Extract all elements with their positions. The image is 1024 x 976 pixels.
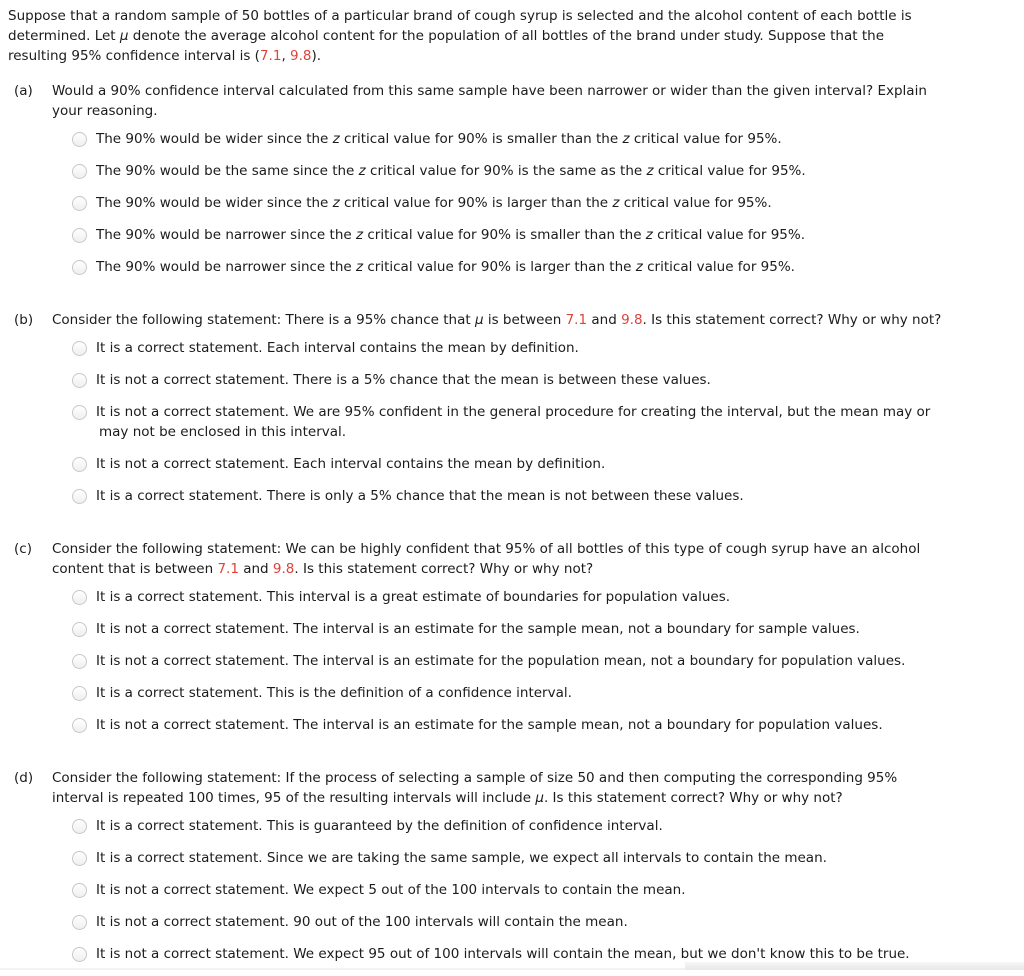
- radio-button-icon[interactable]: [72, 405, 87, 420]
- text-segment: Suppose that a random sample of 50 bottles of a particular brand of cough syrup is selected and the alcohol content of each bottle is: [8, 8, 912, 24]
- options-group: [72, 816, 1024, 964]
- option-text: [96, 944, 1024, 964]
- question-b: [8, 310, 1024, 518]
- text-segment: critical value for 95%.: [629, 131, 782, 147]
- text-segment: is between: [483, 312, 566, 328]
- question-content: [52, 81, 1024, 289]
- math-symbol: z: [355, 259, 364, 275]
- text-line: [96, 486, 1024, 506]
- radio-button-icon[interactable]: [72, 260, 87, 275]
- text-segment: Consider the following statement: There is a 95% chance that: [52, 312, 475, 328]
- radio-button-icon[interactable]: [72, 686, 87, 701]
- answer-option-d-3[interactable]: [72, 880, 1024, 900]
- question-content: [52, 539, 1024, 747]
- text-line: [52, 559, 1024, 579]
- radio-button-icon[interactable]: [72, 164, 87, 179]
- text-segment: It is a correct statement. Each interval contains the mean by definition.: [96, 340, 579, 356]
- radio-button-icon[interactable]: [72, 718, 87, 733]
- options-group: [72, 338, 1024, 506]
- text-segment: The 90% would be narrower since the: [96, 227, 356, 243]
- radio-button-icon[interactable]: [72, 654, 87, 669]
- text-segment: . Is this statement correct? Why or why not?: [543, 790, 843, 806]
- option-text: [96, 338, 1024, 358]
- text-segment: The 90% would be wider since the: [96, 195, 333, 211]
- radio-button-icon[interactable]: [72, 590, 87, 605]
- text-segment: It is a correct statement. Since we are taking the same sample, we expect all intervals to contain the mean.: [96, 850, 827, 866]
- text-segment: It is not a correct statement. The interval is an estimate for the sample mean, not a boundary for sample values.: [96, 621, 860, 637]
- answer-option-a-3[interactable]: [72, 193, 1024, 213]
- problem-statement: [8, 6, 1024, 66]
- text-segment: and: [238, 561, 273, 577]
- text-segment: It is not a correct statement. There is a 5% chance that the mean is between these values.: [96, 372, 711, 388]
- text-line: [96, 587, 1024, 607]
- text-line: [96, 402, 1024, 422]
- radio-button-icon[interactable]: [72, 883, 87, 898]
- text-segment: determined. Let: [8, 28, 120, 44]
- radio-button-icon[interactable]: [72, 622, 87, 637]
- text-segment: Consider the following statement: We can be highly confident that 95% of all bottles of this type of cough syrup have an alcohol: [52, 541, 921, 557]
- text-segment: content that is between: [52, 561, 218, 577]
- answer-option-d-1[interactable]: [72, 816, 1024, 836]
- text-line: [96, 683, 1024, 703]
- text-segment: critical value for 90% is larger than the: [339, 195, 613, 211]
- math-symbol: z: [646, 163, 654, 179]
- radio-button-icon[interactable]: [72, 457, 87, 472]
- question-label-d: (d): [14, 770, 34, 786]
- answer-option-c-2[interactable]: [72, 619, 1024, 639]
- option-text: [96, 880, 1024, 900]
- text-line: [96, 454, 1024, 474]
- option-text: [96, 683, 1024, 703]
- interval-value: 7.1: [259, 48, 282, 64]
- interval-value: 7.1: [217, 561, 239, 577]
- text-line: [96, 816, 1024, 836]
- interval-value: 7.1: [565, 312, 588, 328]
- option-text: [96, 816, 1024, 836]
- bottom-divider-right: [685, 962, 1024, 970]
- math-symbol: z: [645, 227, 653, 243]
- radio-button-icon[interactable]: [72, 947, 87, 962]
- radio-button-icon[interactable]: [72, 228, 87, 243]
- option-text: [96, 161, 1024, 181]
- text-segment: critical value for 90% is smaller than the: [339, 131, 623, 147]
- radio-button-icon[interactable]: [72, 132, 87, 147]
- text-segment: critical value for 90% is smaller than the: [363, 227, 646, 243]
- answer-option-c-5[interactable]: [72, 715, 1024, 735]
- text-segment: critical value for 95%.: [653, 163, 806, 179]
- option-text: [96, 402, 1024, 442]
- answer-option-c-4[interactable]: [72, 683, 1024, 703]
- text-segment: It is a correct statement. There is only a 5% chance that the mean is not between these values.: [96, 488, 744, 504]
- text-segment: It is not a correct statement. Each interval contains the mean by definition.: [96, 456, 606, 472]
- option-text: [96, 129, 1024, 149]
- text-segment: critical value for 90% is larger than the: [363, 259, 636, 275]
- question-prompt: [52, 81, 1024, 121]
- option-text: [96, 715, 1024, 735]
- question-content: [52, 768, 1024, 976]
- text-segment: may not be enclosed in this interval.: [99, 424, 347, 440]
- text-segment: It is a correct statement. This interval is a great estimate of boundaries for population values.: [96, 589, 731, 605]
- answer-option-a-4[interactable]: [72, 225, 1024, 245]
- text-segment: . Is this statement correct? Why or why not?: [642, 312, 942, 328]
- text-segment: Consider the following statement: If the process of selecting a sample of size 50 and then computing the corresponding 95%: [52, 770, 898, 786]
- text-line: [8, 26, 1024, 46]
- option-text: [96, 848, 1024, 868]
- text-line: [96, 619, 1024, 639]
- answer-option-b-5[interactable]: [72, 486, 1024, 506]
- answer-option-d-5[interactable]: [72, 944, 1024, 964]
- option-text: [96, 257, 1024, 277]
- text-segment: It is not a correct statement. We are 95% confident in the general procedure for creating the interval, but the mean may or: [96, 404, 931, 420]
- question-label-c: (c): [14, 541, 32, 557]
- text-segment: It is a correct statement. This is the definition of a confidence interval.: [96, 685, 572, 701]
- radio-button-icon[interactable]: [72, 915, 87, 930]
- question-label-a: (a): [14, 83, 33, 99]
- answer-option-b-4[interactable]: [72, 454, 1024, 474]
- text-line: [96, 225, 1024, 245]
- text-segment: The 90% would be narrower since the: [96, 259, 356, 275]
- math-symbol: z: [355, 227, 364, 243]
- math-symbol: μ: [119, 28, 129, 44]
- text-line: [96, 161, 1024, 181]
- question-content: [52, 310, 1024, 518]
- interval-value: 9.8: [290, 48, 312, 64]
- text-segment: critical value for 95%.: [619, 195, 772, 211]
- math-symbol: z: [332, 131, 340, 147]
- option-text: [96, 370, 1024, 390]
- math-symbol: z: [622, 131, 630, 147]
- text-segment: It is not a correct statement. The interval is an estimate for the population mean, not a boundary for population values.: [96, 653, 906, 669]
- math-symbol: z: [358, 163, 366, 179]
- text-line: [96, 257, 1024, 277]
- text-line: [52, 81, 1024, 101]
- text-segment: ).: [311, 48, 322, 64]
- options-group: [72, 129, 1024, 277]
- option-text: [96, 587, 1024, 607]
- text-line: [96, 370, 1024, 390]
- text-segment: It is not a correct statement. We expect 5 out of the 100 intervals to contain the mean.: [96, 882, 686, 898]
- text-line: [52, 101, 1024, 121]
- option-text: [96, 193, 1024, 213]
- text-segment: interval is repeated 100 times, 95 of the resulting intervals will include: [52, 790, 536, 806]
- question-d: [8, 768, 1024, 976]
- math-symbol: z: [612, 195, 620, 211]
- answer-option-a-1[interactable]: [72, 129, 1024, 149]
- question-label-b: (b): [14, 312, 34, 328]
- math-symbol: μ: [474, 312, 484, 328]
- option-text: [96, 486, 1024, 506]
- question-a: [8, 81, 1024, 289]
- answer-option-a-5[interactable]: [72, 257, 1024, 277]
- text-line: [96, 944, 1024, 964]
- text-segment: resulting 95% confidence interval is (: [8, 48, 260, 64]
- text-line: [52, 768, 1024, 788]
- text-segment: critical value for 95%.: [642, 259, 795, 275]
- math-symbol: z: [635, 259, 643, 275]
- radio-button-icon[interactable]: [72, 851, 87, 866]
- answer-option-b-3[interactable]: [72, 402, 1024, 442]
- option-text: [96, 912, 1024, 932]
- math-symbol: μ: [535, 790, 544, 806]
- text-segment: Would a 90% confidence interval calculated from this same sample have been narrower or wider than the given interval? Explain: [52, 83, 927, 99]
- text-line: [96, 193, 1024, 213]
- question-prompt: [52, 768, 1024, 808]
- text-segment: critical value for 90% is the same as the: [365, 163, 647, 179]
- text-segment: The 90% would be wider since the: [96, 131, 333, 147]
- text-segment: It is not a correct statement. 90 out of the 100 intervals will contain the mean.: [96, 914, 628, 930]
- question-c: [8, 539, 1024, 747]
- answer-option-c-1[interactable]: [72, 587, 1024, 607]
- option-text: [96, 454, 1024, 474]
- radio-button-icon[interactable]: [72, 373, 87, 388]
- text-line: [96, 651, 1024, 671]
- answer-option-c-3[interactable]: [72, 651, 1024, 671]
- answer-option-b-1[interactable]: [72, 338, 1024, 358]
- text-segment: your reasoning.: [52, 103, 158, 119]
- text-segment: ,: [281, 48, 291, 64]
- option-text: [96, 651, 1024, 671]
- math-symbol: z: [332, 195, 340, 211]
- answer-option-a-2[interactable]: [72, 161, 1024, 181]
- interval-value: 9.8: [621, 312, 643, 328]
- options-group: [72, 587, 1024, 735]
- text-line: [96, 912, 1024, 932]
- question-prompt: [52, 539, 1024, 579]
- question-prompt: [52, 310, 1024, 330]
- questions-container: [8, 81, 1024, 976]
- text-line: [8, 46, 1024, 66]
- text-line: [52, 788, 1024, 808]
- radio-button-icon[interactable]: [72, 341, 87, 356]
- interval-value: 9.8: [272, 561, 295, 577]
- text-segment: and: [587, 312, 622, 328]
- text-line: [96, 880, 1024, 900]
- text-line: [96, 422, 1024, 442]
- radio-button-icon[interactable]: [72, 196, 87, 211]
- radio-button-icon[interactable]: [72, 489, 87, 504]
- text-line: [96, 338, 1024, 358]
- text-segment: critical value for 95%.: [652, 227, 806, 243]
- radio-button-icon[interactable]: [72, 819, 87, 834]
- text-segment: The 90% would be the same since the: [96, 163, 359, 179]
- text-line: [96, 848, 1024, 868]
- text-line: [52, 310, 1024, 330]
- option-text: [96, 619, 1024, 639]
- option-text: [96, 225, 1024, 245]
- text-line: [52, 539, 1024, 559]
- text-segment: It is not a correct statement. The interval is an estimate for the sample mean, not a boundary for population values.: [96, 717, 883, 733]
- answer-option-d-2[interactable]: [72, 848, 1024, 868]
- answer-option-b-2[interactable]: [72, 370, 1024, 390]
- answer-option-d-4[interactable]: [72, 912, 1024, 932]
- text-segment: denote the average alcohol content for the population of all bottles of the brand under study. Suppose that the: [128, 28, 884, 44]
- text-line: [96, 129, 1024, 149]
- text-segment: It is not a correct statement. We expect 95 out of 100 intervals will contain the mean, but we don't know this to be true.: [96, 946, 910, 962]
- text-line: [96, 715, 1024, 735]
- text-segment: It is a correct statement. This is guaranteed by the definition of confidence interval.: [96, 818, 663, 834]
- text-segment: . Is this statement correct? Why or why not?: [294, 561, 594, 577]
- text-line: [8, 6, 1024, 26]
